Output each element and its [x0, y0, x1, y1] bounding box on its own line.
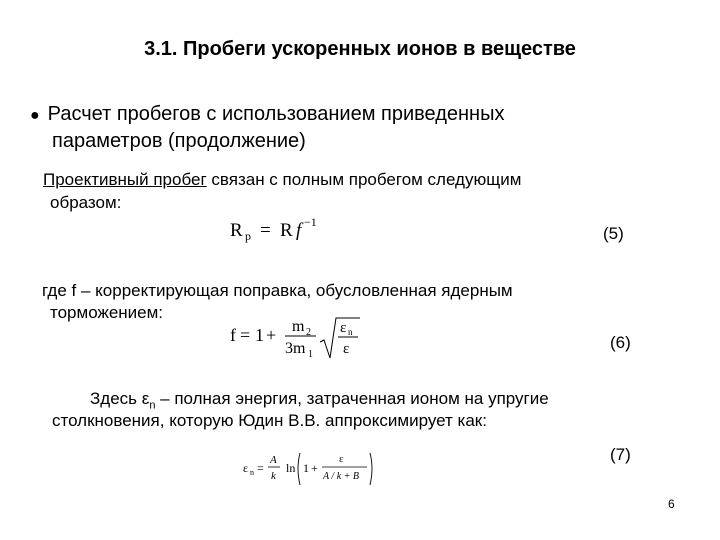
paragraph-3-start: Здесь ε	[90, 389, 150, 408]
paragraph-3-rest: – полная энергия, затраченная ионом на упругие	[155, 389, 549, 408]
paragraph-2-line-2: торможением:	[50, 303, 164, 322]
svg-text:1: 1	[255, 325, 264, 345]
svg-text:n: n	[250, 468, 254, 477]
projective-range-term: Проективный пробег	[43, 170, 207, 189]
equation-5-number: (5)	[603, 224, 624, 243]
paragraph-3-line-1	[90, 389, 549, 411]
svg-text:=: =	[240, 325, 251, 345]
svg-text:ε: ε	[343, 341, 350, 357]
svg-text:R: R	[230, 220, 243, 241]
svg-text:A / k + B: A / k + B	[323, 471, 360, 482]
svg-text:p: p	[245, 229, 251, 243]
bullet-line-1: Расчет пробегов с использованием приведенных	[47, 103, 505, 125]
page-number: 6	[668, 497, 675, 511]
svg-text:−1: −1	[304, 216, 317, 229]
svg-text:2: 2	[306, 327, 311, 338]
equation-6-number: (6)	[610, 333, 631, 352]
paragraph-1-line-2: образом:	[50, 193, 122, 212]
svg-text:1: 1	[303, 461, 309, 475]
svg-text:ε: ε	[340, 320, 347, 336]
epsilon-subscript: n	[149, 399, 156, 412]
svg-text:=: =	[260, 220, 271, 241]
svg-text:+: +	[266, 325, 277, 345]
paragraph-1-line-1	[43, 170, 521, 190]
svg-text:f: f	[296, 220, 302, 241]
bullet-line-2: параметров (продолжение)	[52, 130, 306, 152]
svg-text:A: A	[270, 454, 277, 466]
paragraph-2-line-1: где f – корректирующая поправка, обусловленная ядерным	[42, 281, 513, 300]
svg-text:n: n	[348, 327, 353, 337]
svg-text:ε: ε	[243, 461, 249, 475]
svg-text:=: =	[257, 461, 264, 475]
equation-7	[243, 447, 383, 496]
equation-7-number: (7)	[610, 445, 631, 464]
paragraph-3-line-2: столкновения, которую Юдин В.В. аппроксимирует как:	[52, 411, 487, 430]
svg-text:1: 1	[308, 349, 313, 360]
svg-text:ln: ln	[286, 461, 296, 475]
paragraph-1-rest: связан с полным пробегом следующим	[206, 170, 522, 189]
svg-text:k: k	[271, 470, 276, 482]
svg-text:R: R	[280, 220, 293, 241]
svg-text:+: +	[311, 461, 318, 475]
svg-text:m: m	[292, 318, 305, 335]
svg-text:f: f	[230, 325, 236, 345]
svg-text:3m: 3m	[285, 340, 306, 357]
bullet-item	[30, 103, 504, 126]
equation-5	[230, 216, 340, 249]
equation-6	[230, 312, 380, 367]
slide-title: 3.1. Пробеги ускоренных ионов в веществе	[144, 38, 576, 60]
bullet-dot-icon: ●	[30, 107, 40, 124]
svg-text:ε: ε	[339, 453, 344, 465]
